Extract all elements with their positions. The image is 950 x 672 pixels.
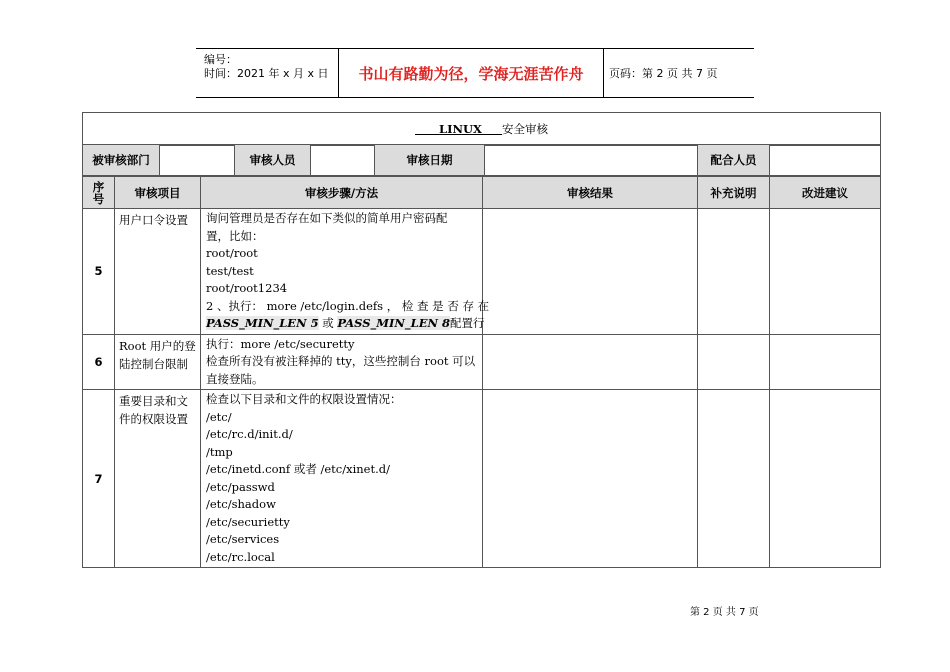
step-line: 检查以下目录和文件的权限设置情况：: [206, 392, 402, 406]
col-item: 审核项目: [115, 177, 201, 209]
row-note[interactable]: [698, 209, 770, 335]
step-line: /etc/services: [206, 532, 280, 546]
row-advice[interactable]: [770, 390, 881, 568]
row-number: 5: [83, 209, 115, 335]
row-item: 用户口令设置: [115, 209, 201, 335]
step-line: /etc/inetd.conf 或者 /etc/xinet.d/: [206, 462, 390, 476]
dept-value[interactable]: [160, 145, 235, 176]
row-number: 6: [83, 334, 115, 390]
step-line: /etc/shadow: [206, 497, 276, 511]
or-text: 或: [322, 316, 334, 330]
step-line: /etc/rc.d/init.d/: [206, 427, 293, 441]
step-line: root/root: [206, 246, 258, 260]
page-footer: 第 2 页 共 7 页: [690, 607, 759, 618]
col-seq: 序号: [83, 177, 115, 209]
time-label: 时间：2021 年 x 月 x 日: [204, 67, 329, 80]
date-value[interactable]: [485, 145, 698, 176]
row-steps: [201, 390, 483, 568]
step-line: root/root1234: [206, 281, 288, 295]
column-header-row: [83, 177, 881, 209]
step-line: [206, 315, 485, 333]
title-suffix: 安全审核: [502, 122, 549, 136]
info-table: [82, 144, 881, 176]
col-note: 补充说明: [698, 177, 770, 209]
header-page-number: 页码：第 2 页 共 7 页: [609, 67, 718, 80]
col-advice: 改进建议: [770, 177, 881, 209]
table-row: [83, 334, 881, 390]
config-line-text: 配置行: [450, 316, 485, 330]
col-result: 审核结果: [483, 177, 698, 209]
row-advice[interactable]: [770, 334, 881, 390]
row-note[interactable]: [698, 334, 770, 390]
auditor-label: 审核人员: [235, 145, 311, 176]
table-title-row: [83, 113, 881, 146]
step-line: 执行：more /etc/securetty: [206, 336, 355, 351]
audit-items-table: [82, 176, 881, 568]
step-line: /etc/passwd: [206, 479, 275, 494]
row-result[interactable]: [483, 390, 698, 568]
number-label: 编号：: [204, 53, 237, 66]
step-line: 直接登陆。: [206, 371, 264, 386]
step-line: /etc/securietty: [206, 514, 290, 529]
cooperator-value[interactable]: [770, 145, 881, 176]
table-row: [83, 209, 881, 335]
row-item: Root 用户的登陆控制台限制: [115, 334, 201, 390]
step-line: 置，比如：: [206, 228, 264, 243]
row-number: 7: [83, 390, 115, 568]
step-line: /etc/: [206, 409, 232, 424]
cooperator-label: 配合人员: [698, 145, 770, 176]
step-line: /etc/rc.local: [206, 549, 275, 564]
info-row: [83, 145, 881, 176]
pass-min-len-5: PASS_MIN_LEN 5: [206, 316, 319, 330]
row-item: 重要目录和文件的权限设置: [115, 390, 201, 568]
table-row: [83, 390, 881, 568]
step-line: /tmp: [206, 444, 233, 459]
row-advice[interactable]: [770, 209, 881, 335]
step-line: 检查所有没有被注释掉的 tty，这些控制台 root 可以: [206, 354, 476, 368]
row-note[interactable]: [698, 390, 770, 568]
page-header: [196, 48, 754, 98]
step-line: 询问管理员是否存在如下类似的简单用户密码配: [206, 211, 448, 225]
row-result[interactable]: [483, 209, 698, 335]
title-linux: LINUX: [439, 122, 482, 136]
step-line: 2 、执行： more /etc/login.defs ， 检 查 是 否 存 在: [206, 298, 490, 313]
row-steps: [201, 334, 483, 390]
audit-table: [82, 112, 881, 146]
header-slogan: 书山有路勤为径，学海无涯苦作舟: [338, 49, 604, 97]
header-meta: [196, 49, 338, 97]
row-result[interactable]: [483, 334, 698, 390]
col-steps: 审核步骤/方法: [201, 177, 483, 209]
dept-label: 被审核部门: [83, 145, 160, 176]
table-title: [83, 113, 881, 146]
row-steps: [201, 209, 490, 335]
auditor-value[interactable]: [311, 145, 375, 176]
date-label: 审核日期: [375, 145, 485, 176]
step-line: test/test: [206, 263, 254, 278]
pass-min-len-8: PASS_MIN_LEN 8: [337, 316, 450, 330]
